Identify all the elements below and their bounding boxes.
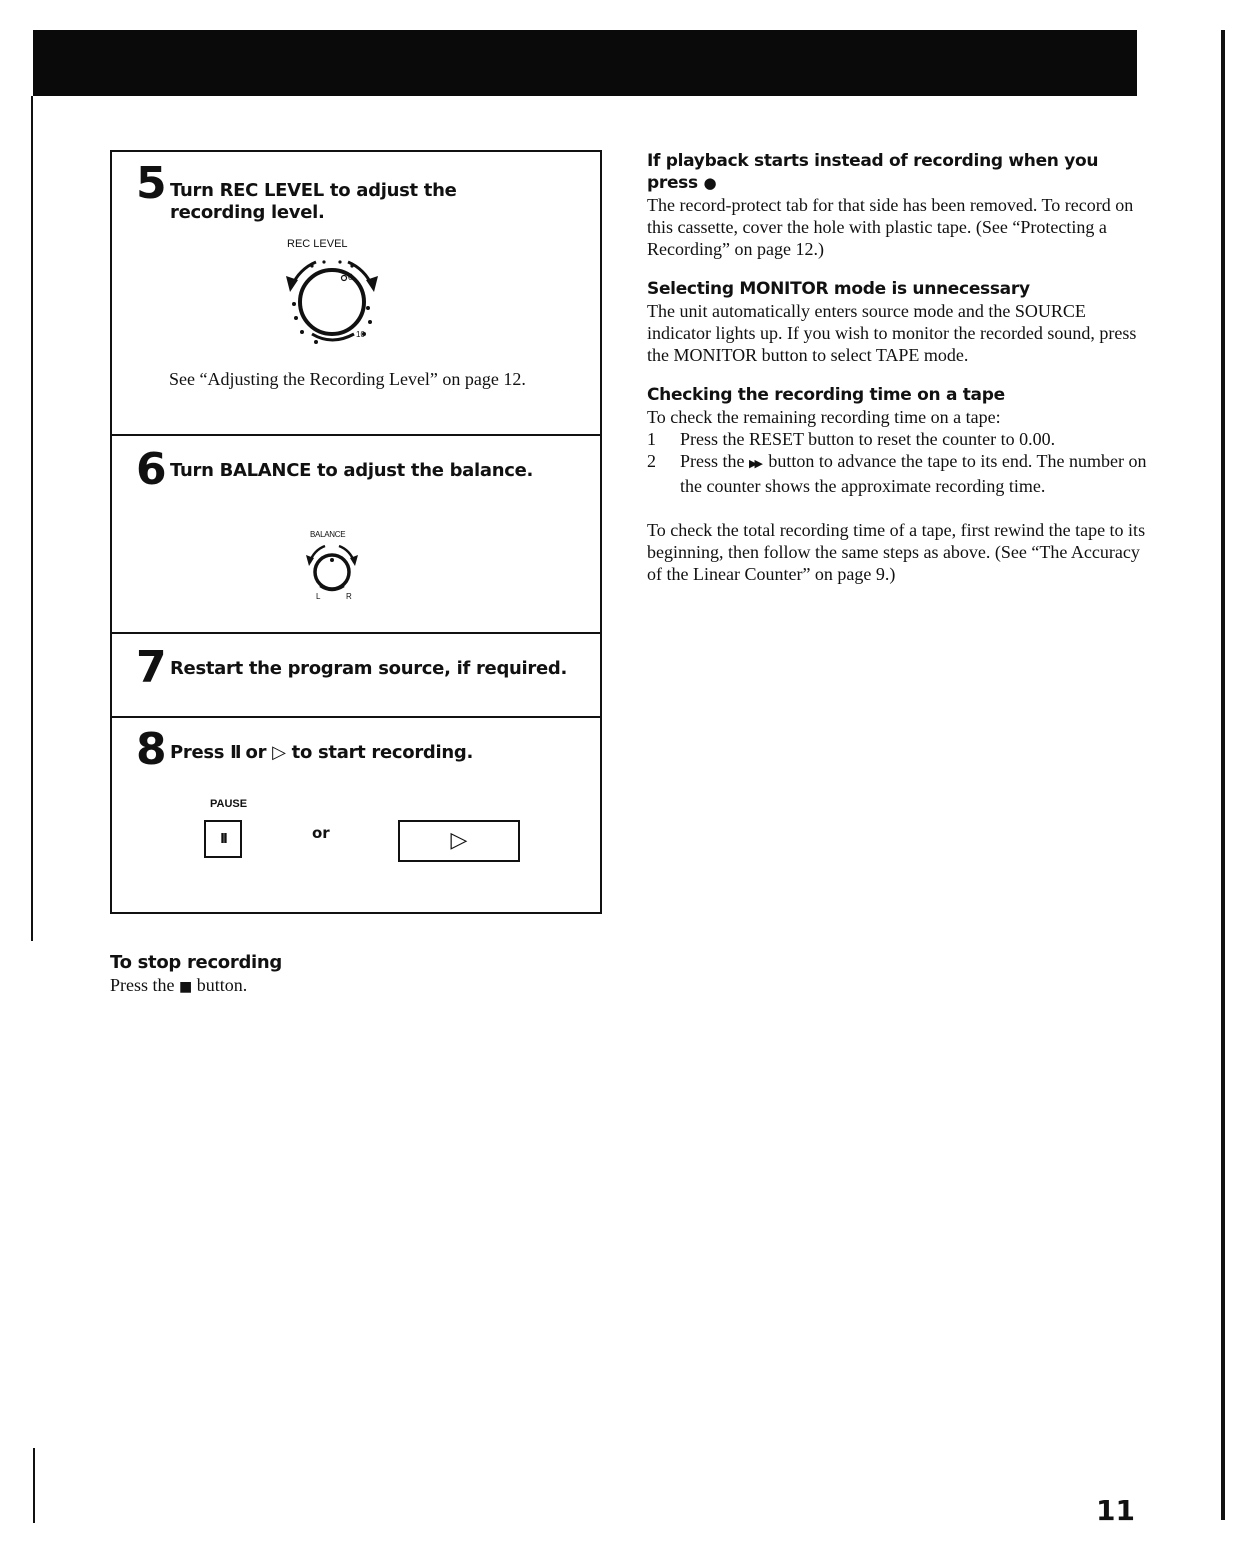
section-intro: To check the remaining recording time on a tape:	[647, 407, 1001, 427]
pause-glyph-icon: II	[230, 742, 240, 763]
page-number: 11	[1096, 1494, 1135, 1527]
pause-button[interactable]	[204, 820, 242, 858]
step-5-note: See “Adjusting the Recording Level” on page 12.	[169, 369, 526, 389]
step-6	[112, 434, 600, 634]
or-text: or	[312, 824, 330, 842]
step-7	[112, 632, 600, 718]
list-item: 2 Press the ▶▶ button to advance the tape to its end. The number on the counter shows the approximate recording time.	[647, 451, 1147, 496]
section-title: Checking the recording time on a tape	[647, 385, 1005, 405]
stop-recording-title: To stop recording	[110, 952, 283, 973]
rec-level-scale-max: 10	[356, 330, 365, 339]
rec-level-label: REC LEVEL	[287, 238, 348, 250]
step-number: 8	[136, 724, 167, 775]
step-7-heading	[136, 642, 568, 693]
balance-scale-right: R	[346, 592, 352, 601]
monitor-mode-section	[647, 278, 1147, 366]
step-6-heading	[136, 444, 534, 495]
left-margin-rule	[31, 96, 33, 941]
step-number: 5	[136, 158, 167, 209]
section-text: To check the total recording time of a tape, first rewind the tape to its beginning, then follow the same steps as above. (See “The Accuracy of the Linear Counter” on page 9.)	[647, 520, 1146, 584]
step-title: Press II or ▷ to start recording.	[170, 742, 474, 763]
balance-knob-icon	[298, 540, 366, 600]
pause-icon: II	[220, 831, 226, 847]
rec-level-knob-icon	[272, 252, 392, 350]
step-title: Turn BALANCE to adjust the balance.	[170, 460, 534, 481]
rec-level-scale-min: 0	[348, 272, 354, 282]
playback-instead-section	[647, 150, 1147, 260]
section-title: If playback starts instead of recording when you press ●	[647, 151, 1099, 193]
play-button[interactable]	[398, 820, 520, 862]
check-time-section	[647, 384, 1147, 585]
steps-box	[110, 150, 602, 914]
header-bar	[33, 30, 1137, 96]
section-text: The record-protect tab for that side has been removed. To record on this cassette, cover the hole with plastic tape. (See “Protecting a Recording” on page 12.)	[647, 195, 1134, 259]
section-title: Selecting MONITOR mode is unnecessary	[647, 279, 1030, 299]
stop-recording-section	[110, 952, 590, 998]
step-8	[112, 716, 600, 914]
steps-list	[647, 428, 1147, 497]
balance-label: BALANCE	[310, 530, 346, 539]
section-text: The unit automatically enters source mode and the SOURCE indicator lights up. If you wish to monitor the recorded sound, press the MONITOR button to select TAPE mode.	[647, 301, 1137, 365]
step-title: Turn REC LEVEL to adjust the recording level.	[170, 180, 457, 223]
step-title: Restart the program source, if required.	[170, 658, 568, 679]
list-item: 1 Press the RESET button to reset the counter to 0.00.	[647, 429, 1056, 449]
step-5	[112, 152, 600, 434]
stop-recording-text: Press the ■ button.	[110, 975, 248, 995]
step-number: 7	[136, 642, 167, 693]
play-icon: ▷	[450, 828, 468, 853]
balance-scale-left: L	[316, 592, 321, 601]
right-column	[647, 150, 1147, 603]
record-glyph-icon: ●	[703, 174, 717, 192]
pause-label: PAUSE	[210, 798, 248, 810]
play-glyph-icon: ▷	[272, 742, 286, 763]
step-8-heading	[136, 724, 474, 775]
step-5-heading	[136, 158, 550, 224]
bottom-margin-tick	[33, 1448, 35, 1523]
right-margin-rule	[1221, 30, 1225, 1520]
step-number: 6	[136, 444, 167, 495]
stop-glyph-icon: ■	[179, 979, 193, 995]
fast-forward-icon: ▶▶	[749, 458, 760, 470]
